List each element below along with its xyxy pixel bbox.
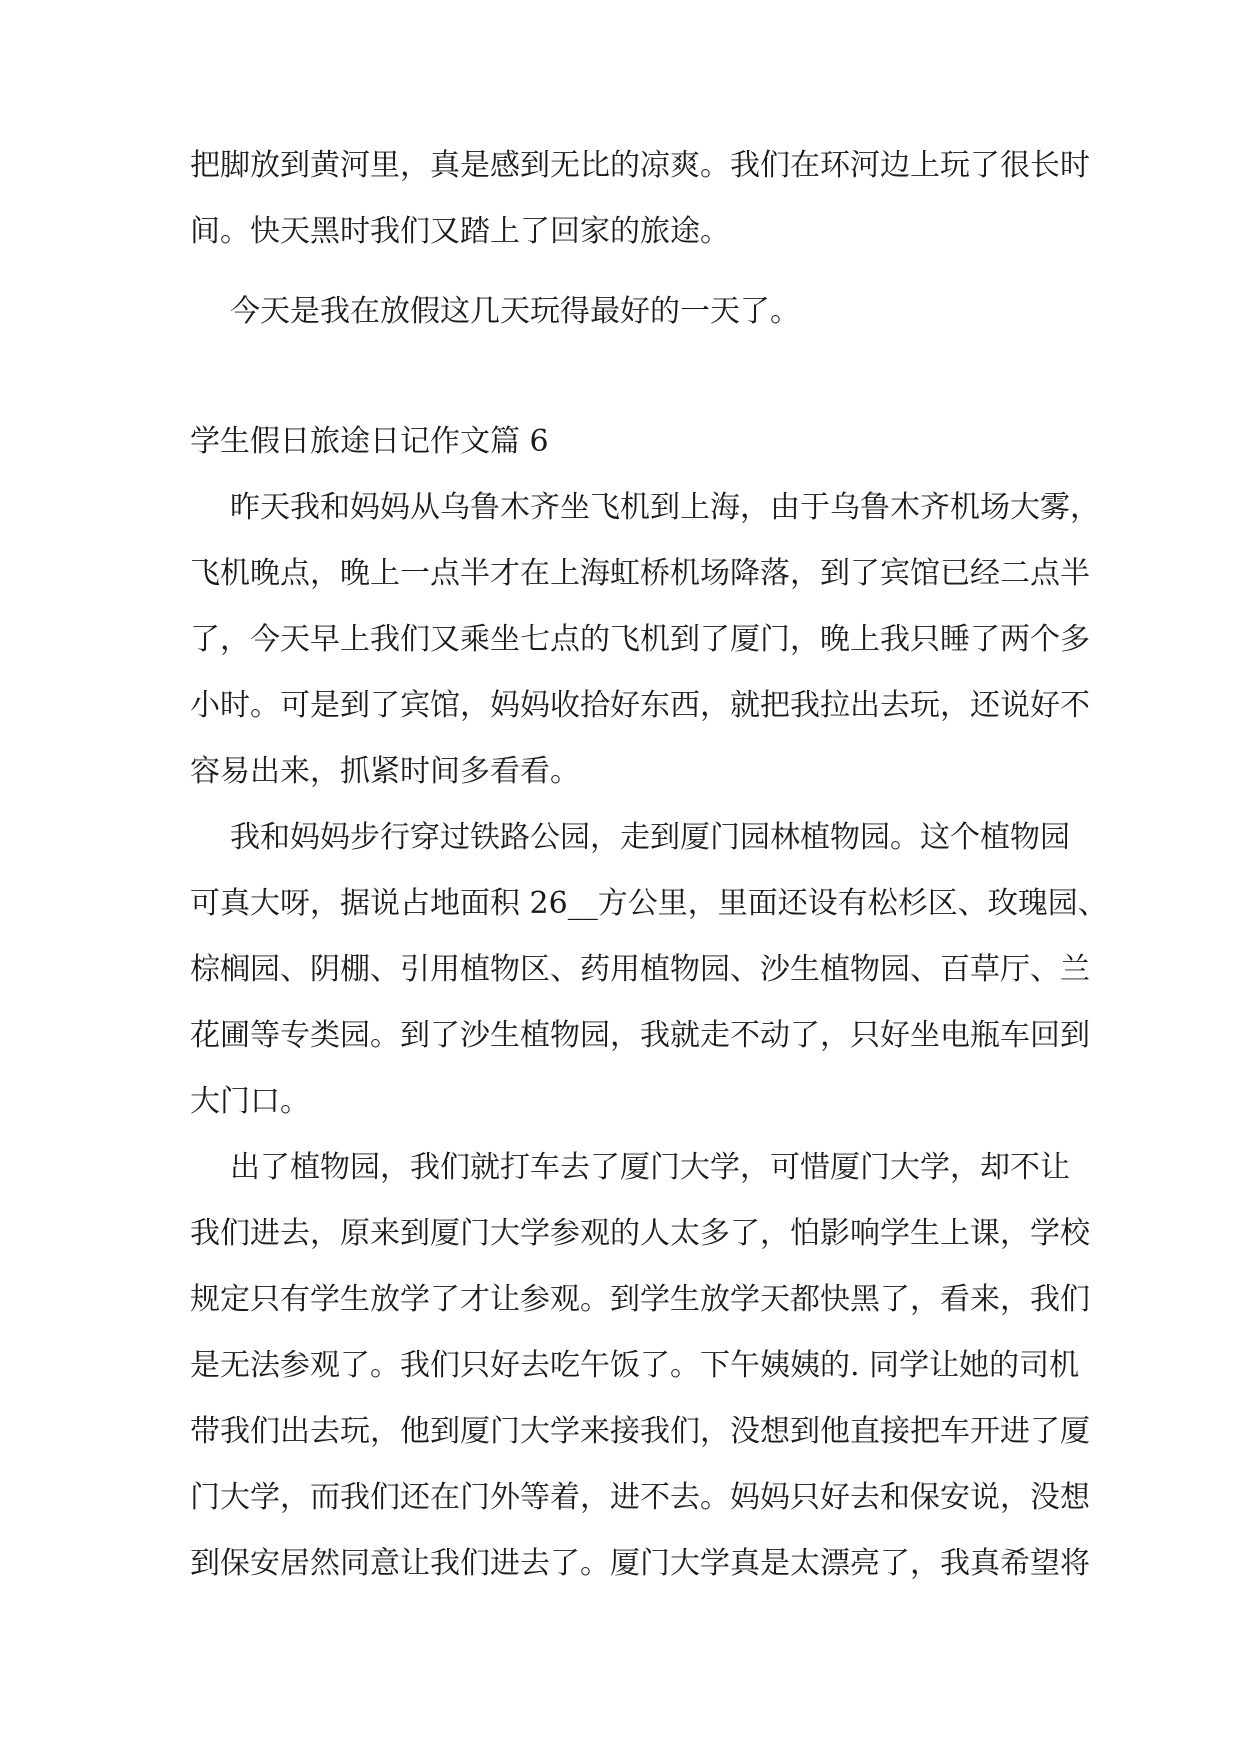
- text-line-12: 棕榈园、阴棚、引用植物区、药用植物园、沙生植物园、百草厅、兰: [190, 952, 1090, 987]
- text-line-7: 了，今天早上我们又乘坐七点的飞机到了厦门，晚上我只睡了两个多: [190, 622, 1090, 657]
- text-line-15: 出了植物园，我们就打车去了厦门大学，可惜厦门大学，却不让: [230, 1150, 1070, 1185]
- text-line-8: 小时。可是到了宾馆，妈妈收拾好东西，就把我拉出去玩，还说好不: [190, 688, 1090, 723]
- text-line-16: 我们进去，原来到厦门大学参观的人太多了，怕影响学生上课，学校: [190, 1216, 1090, 1251]
- text-line-17: 规定只有学生放学了才让参观。到学生放学天都快黑了，看来，我们: [190, 1282, 1090, 1317]
- text-line-2: 间。快天黑时我们又踏上了回家的旅途。: [190, 214, 730, 249]
- text-line-20: 门大学，而我们还在门外等着，进不去。妈妈只好去和保安说，没想: [190, 1480, 1090, 1515]
- text-line-19: 带我们出去玩，他到厦门大学来接我们，没想到他直接把车开进了厦: [190, 1414, 1090, 1449]
- text-line-5: 昨天我和妈妈从乌鲁木齐坐飞机到上海，由于乌鲁木齐机场大雾，: [230, 490, 1100, 525]
- text-line-9: 容易出来，抓紧时间多看看。: [190, 754, 580, 789]
- text-line-14: 大门口。: [190, 1084, 310, 1119]
- text-line-13: 花圃等专类园。到了沙生植物园，我就走不动了，只好坐电瓶车回到: [190, 1018, 1090, 1053]
- text-line-11: 可真大呀，据说占地面积 26__方公里，里面还设有松杉区、玫瑰园、: [190, 886, 1108, 921]
- section-heading: 学生假日旅途日记作文篇 6: [190, 424, 549, 459]
- text-line-1: 把脚放到黄河里，真是感到无比的凉爽。我们在环河边上玩了很长时: [190, 148, 1090, 183]
- text-line-21: 到保安居然同意让我们进去了。厦门大学真是太漂亮了，我真希望将: [190, 1546, 1090, 1581]
- text-line-10: 我和妈妈步行穿过铁路公园，走到厦门园林植物园。这个植物园: [230, 820, 1070, 855]
- text-line-18: 是无法参观了。我们只好去吃午饭了。下午姨姨的. 同学让她的司机: [190, 1348, 1080, 1383]
- text-line-6: 飞机晚点，晚上一点半才在上海虹桥机场降落，到了宾馆已经二点半: [190, 556, 1090, 591]
- text-line-3: 今天是我在放假这几天玩得最好的一天了。: [230, 294, 800, 329]
